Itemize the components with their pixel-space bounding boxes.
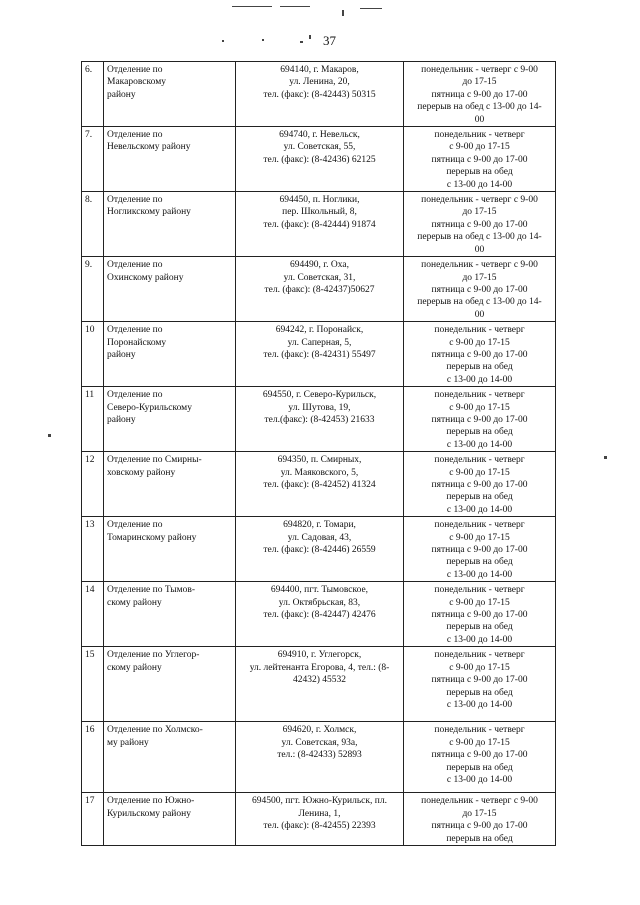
office-name-line: Курильскому району xyxy=(107,808,191,819)
table-row xyxy=(82,582,556,647)
office-name-line: скому району xyxy=(107,597,162,608)
office-address-line: 694550, г. Северо-Курильск, xyxy=(262,390,377,401)
table-body xyxy=(82,62,556,846)
office-address-line: 694140, г. Макаров, xyxy=(280,65,359,75)
office-address-line: 694400, пгт. Тымовское, xyxy=(270,585,369,596)
row-number: 8. xyxy=(82,192,104,257)
office-hours-line: понедельник - четверг с 9-00 xyxy=(421,195,538,206)
office-hours-line: перерыв на обед с 13-00 до 14- xyxy=(417,232,542,243)
office-hours-line: с 13-00 до 14-00 xyxy=(446,569,513,580)
office-hours-line: пятница с 9-00 до 17-00 xyxy=(431,675,528,686)
office-hours-cell xyxy=(404,582,556,647)
office-name-line: Охинскому району xyxy=(107,272,184,283)
office-hours-line: перерыв на обед xyxy=(446,687,513,698)
office-hours-line: с 9-00 до 17-15 xyxy=(449,402,510,413)
office-hours-line: перерыв на обед xyxy=(446,492,513,503)
office-address-line: ул. Советская, 93а, xyxy=(281,737,358,748)
scan-speck xyxy=(280,6,310,7)
office-hours-line: до 17-15 xyxy=(462,808,497,819)
office-hours-cell xyxy=(404,257,556,322)
office-address-cell xyxy=(236,517,404,582)
office-name-line: Отделение по xyxy=(107,325,163,336)
table-row xyxy=(82,722,556,793)
office-address-line: 694450, п. Ноглики, xyxy=(279,195,360,206)
office-address-line: тел.(факс): (8-42453) 21633 xyxy=(264,414,375,425)
office-name-cell xyxy=(104,647,236,722)
office-address-line: тел. (факс): (8-42447) 42476 xyxy=(263,610,376,621)
office-hours-line: перерыв на обед с 13-00 до 14- xyxy=(417,102,542,113)
office-hours-line: понедельник - четверг xyxy=(434,130,525,141)
office-hours-line: до 17-15 xyxy=(462,77,497,88)
table-row xyxy=(82,517,556,582)
office-hours-line: с 13-00 до 14-00 xyxy=(446,374,513,385)
office-hours-cell xyxy=(404,793,556,846)
office-hours-line: пятница с 9-00 до 17-00 xyxy=(431,821,528,832)
office-address-line: тел. (факс): (8-42443) 50315 xyxy=(263,89,376,100)
row-number: 7. xyxy=(82,127,104,192)
row-number: 17 xyxy=(82,793,104,846)
office-hours-cell xyxy=(404,722,556,793)
office-hours-line: с 13-00 до 14-00 xyxy=(446,634,513,645)
office-name-line: Отделение по Южно- xyxy=(107,796,195,807)
office-hours-line: пятница с 9-00 до 17-00 xyxy=(431,154,528,165)
office-address-line: 42432) 45532 xyxy=(292,675,347,686)
row-number: 14 xyxy=(82,582,104,647)
office-hours-line: 00 xyxy=(474,309,485,320)
office-address-cell xyxy=(236,582,404,647)
office-address-line: пер. Школьный, 8, xyxy=(282,207,357,218)
office-hours-line: пятница с 9-00 до 17-00 xyxy=(431,349,528,360)
office-address-line: тел. (факс): (8-42444) 91874 xyxy=(263,219,376,230)
office-address-line: 694242, г. Поронайск, xyxy=(275,325,364,336)
scan-speck xyxy=(604,456,607,459)
office-name-line: Отделение по xyxy=(107,520,163,531)
office-name-line: Отделение по xyxy=(107,65,163,75)
row-number: 9. xyxy=(82,257,104,322)
office-address-cell xyxy=(236,452,404,517)
office-address-cell xyxy=(236,722,404,793)
row-number: 6. xyxy=(82,62,104,127)
office-hours-line: пятница с 9-00 до 17-00 xyxy=(431,750,528,761)
table-row xyxy=(82,257,556,322)
office-name-line: району xyxy=(107,414,136,425)
office-name-cell xyxy=(104,322,236,387)
office-hours-line: перерыв на обед xyxy=(446,762,513,773)
office-hours-line: с 13-00 до 14-00 xyxy=(446,504,513,515)
office-hours-line: перерыв на обед xyxy=(446,833,513,844)
office-hours-line: с 9-00 до 17-15 xyxy=(449,337,510,348)
office-hours-line: с 9-00 до 17-15 xyxy=(449,597,510,608)
table-row xyxy=(82,647,556,722)
office-hours-line: перерыв на обед с 13-00 до 14- xyxy=(417,297,542,308)
office-name-line: Отделение по xyxy=(107,130,163,141)
office-hours-line: 00 xyxy=(474,244,485,255)
office-address-line: ул. Саперная, 5, xyxy=(287,337,352,348)
office-hours-line: с 13-00 до 14-00 xyxy=(446,699,513,710)
office-address-cell xyxy=(236,647,404,722)
row-number: 16 xyxy=(82,722,104,793)
table-row xyxy=(82,387,556,452)
office-name-cell xyxy=(104,257,236,322)
office-hours-line: с 13-00 до 14-00 xyxy=(446,179,513,190)
office-hours-line: понедельник - четверг xyxy=(434,520,525,531)
office-name-line: Поронайскому xyxy=(107,337,167,348)
office-name-line: Отделение по xyxy=(107,260,163,271)
office-hours-line: до 17-15 xyxy=(462,272,497,283)
office-address-line: тел. (факс): (8-42446) 26559 xyxy=(263,545,376,556)
office-hours-line: перерыв на обед xyxy=(446,167,513,178)
office-address-line: тел. (факс): (8-42455) 22393 xyxy=(263,821,376,832)
office-address-cell xyxy=(236,62,404,127)
office-address-line: 694490, г. Оха, xyxy=(290,260,349,271)
office-name-line: ховскому району xyxy=(107,467,176,478)
office-name-line: району xyxy=(107,89,136,100)
office-name-line: скому району xyxy=(107,662,162,673)
office-hours-line: понедельник - четверг xyxy=(434,650,525,661)
office-address-line: ул. Советская, 55, xyxy=(283,142,356,153)
office-address-line: 694620, г. Холмск, xyxy=(282,725,357,736)
office-hours-line: понедельник - четверг с 9-00 xyxy=(421,65,538,75)
scan-speck xyxy=(360,8,382,9)
office-address-cell xyxy=(236,257,404,322)
scan-speck xyxy=(342,10,344,16)
office-hours-cell xyxy=(404,452,556,517)
office-hours-line: пятница с 9-00 до 17-00 xyxy=(431,610,528,621)
office-name-line: Северо-Курильскому xyxy=(107,402,192,413)
office-hours-cell xyxy=(404,127,556,192)
table-row xyxy=(82,62,556,127)
office-address-cell xyxy=(236,387,404,452)
office-hours-cell xyxy=(404,192,556,257)
office-name-line: Отделение по xyxy=(107,390,163,401)
office-address-line: 694350, п. Смирных, xyxy=(277,455,362,466)
office-hours-cell xyxy=(404,387,556,452)
office-name-line: Отделение по Холмско- xyxy=(107,725,203,736)
office-hours-line: перерыв на обед xyxy=(446,557,513,568)
office-name-line: району xyxy=(107,349,136,360)
office-hours-line: перерыв на обед xyxy=(446,427,513,438)
office-address-line: тел. (факс): (8-42452) 41324 xyxy=(263,480,376,490)
office-hours-cell xyxy=(404,647,556,722)
office-hours-line: с 13-00 до 14-00 xyxy=(446,774,513,785)
office-hours-line: перерыв на обед xyxy=(446,622,513,633)
row-number: 10 xyxy=(82,322,104,387)
office-name-cell xyxy=(104,62,236,127)
office-address-line: тел. (факс): (8-42437)50627 xyxy=(264,284,375,295)
office-hours-line: пятница с 9-00 до 17-00 xyxy=(431,219,528,230)
office-name-cell xyxy=(104,517,236,582)
office-hours-line: пятница с 9-00 до 17-00 xyxy=(431,414,528,425)
scan-speck xyxy=(48,434,51,437)
office-hours-line: понедельник - четверг xyxy=(434,725,525,736)
office-name-cell xyxy=(104,452,236,517)
scan-speck xyxy=(309,35,311,39)
office-hours-line: с 9-00 до 17-15 xyxy=(449,467,510,478)
office-hours-line: с 9-00 до 17-15 xyxy=(449,532,510,543)
office-address-cell xyxy=(236,793,404,846)
office-address-line: тел.: (8-42433) 52893 xyxy=(277,750,362,761)
office-address-line: ул. лейтенанта Егорова, 4, тел.: (8- xyxy=(249,662,390,673)
office-address-line: ул. Садовая, 43, xyxy=(287,532,352,543)
office-address-line: ул. Октябрьская, 83, xyxy=(278,597,361,608)
office-address-line: 694740, г. Невельск, xyxy=(279,130,360,141)
office-address-line: ул. Маяковского, 5, xyxy=(280,467,359,478)
office-address-cell xyxy=(236,322,404,387)
office-hours-line: понедельник - четверг xyxy=(434,585,525,596)
office-address-cell xyxy=(236,127,404,192)
scan-speck xyxy=(262,39,264,41)
office-name-line: му району xyxy=(107,737,149,748)
office-name-line: Отделение по Тымов- xyxy=(107,585,195,596)
office-hours-line: перерыв на обед xyxy=(446,362,513,373)
office-name-line: Невельскому району xyxy=(107,142,191,153)
office-name-line: Отделение по xyxy=(107,195,163,206)
office-hours-cell xyxy=(404,62,556,127)
office-address-line: ул. Шутова, 19, xyxy=(288,402,351,413)
office-address-cell xyxy=(236,192,404,257)
scan-speck xyxy=(222,40,224,42)
office-name-cell xyxy=(104,387,236,452)
page-number: 37 xyxy=(323,33,336,48)
row-number: 11 xyxy=(82,387,104,452)
office-address-line: тел. (факс): (8-42431) 55497 xyxy=(263,349,376,360)
office-hours-line: пятница с 9-00 до 17-00 xyxy=(431,480,528,490)
office-hours-line: понедельник - четверг xyxy=(434,455,525,466)
office-address-line: ул. Ленина, 20, xyxy=(289,77,350,88)
table-row xyxy=(82,452,556,517)
office-hours-line: с 9-00 до 17-15 xyxy=(449,662,510,673)
office-name-line: Макаровскому xyxy=(107,77,166,88)
office-hours-line: пятница с 9-00 до 17-00 xyxy=(431,284,528,295)
office-hours-line: пятница с 9-00 до 17-00 xyxy=(431,545,528,556)
scan-speck xyxy=(300,41,303,43)
row-number: 12 xyxy=(82,452,104,517)
office-name-cell xyxy=(104,582,236,647)
office-name-cell xyxy=(104,722,236,793)
office-address-line: 694820, г. Томари, xyxy=(283,520,356,531)
office-hours-line: с 13-00 до 14-00 xyxy=(446,439,513,450)
table-row xyxy=(82,192,556,257)
office-hours-line: с 9-00 до 17-15 xyxy=(449,142,510,153)
office-hours-line: понедельник - четверг с 9-00 xyxy=(421,796,538,807)
office-address-line: ул. Советская, 31, xyxy=(283,272,356,283)
office-name-line: Отделение по Смирны- xyxy=(107,455,202,466)
office-name-cell xyxy=(104,192,236,257)
office-name-line: Отделение по Углегор- xyxy=(107,650,200,661)
office-address-line: 694500, пгт. Южно-Курильск, пл. xyxy=(252,796,387,807)
office-hours-line: пятница с 9-00 до 17-00 xyxy=(431,89,528,100)
scan-speck xyxy=(232,6,272,7)
office-hours-line: понедельник - четверг xyxy=(434,390,525,401)
office-hours-line: 00 xyxy=(474,114,485,125)
office-hours-line: понедельник - четверг с 9-00 xyxy=(421,260,538,271)
table-row xyxy=(82,127,556,192)
office-name-line: Томаринскому району xyxy=(107,532,197,543)
office-hours-line: понедельник - четверг xyxy=(434,325,525,336)
office-hours-cell xyxy=(404,322,556,387)
office-name-cell xyxy=(104,127,236,192)
office-hours-line: с 9-00 до 17-15 xyxy=(449,737,510,748)
table-row xyxy=(82,322,556,387)
office-address-line: Ленина, 1, xyxy=(298,808,341,819)
table-row xyxy=(82,793,556,846)
offices-table xyxy=(81,61,556,846)
office-address-line: 694910, г. Углегорск, xyxy=(277,650,362,661)
office-hours-cell xyxy=(404,517,556,582)
office-hours-line: до 17-15 xyxy=(462,207,497,218)
office-name-cell xyxy=(104,793,236,846)
office-name-line: Ногликскому району xyxy=(107,207,191,218)
row-number: 13 xyxy=(82,517,104,582)
row-number: 15 xyxy=(82,647,104,722)
office-address-line: тел. (факс): (8-42436) 62125 xyxy=(263,154,376,165)
